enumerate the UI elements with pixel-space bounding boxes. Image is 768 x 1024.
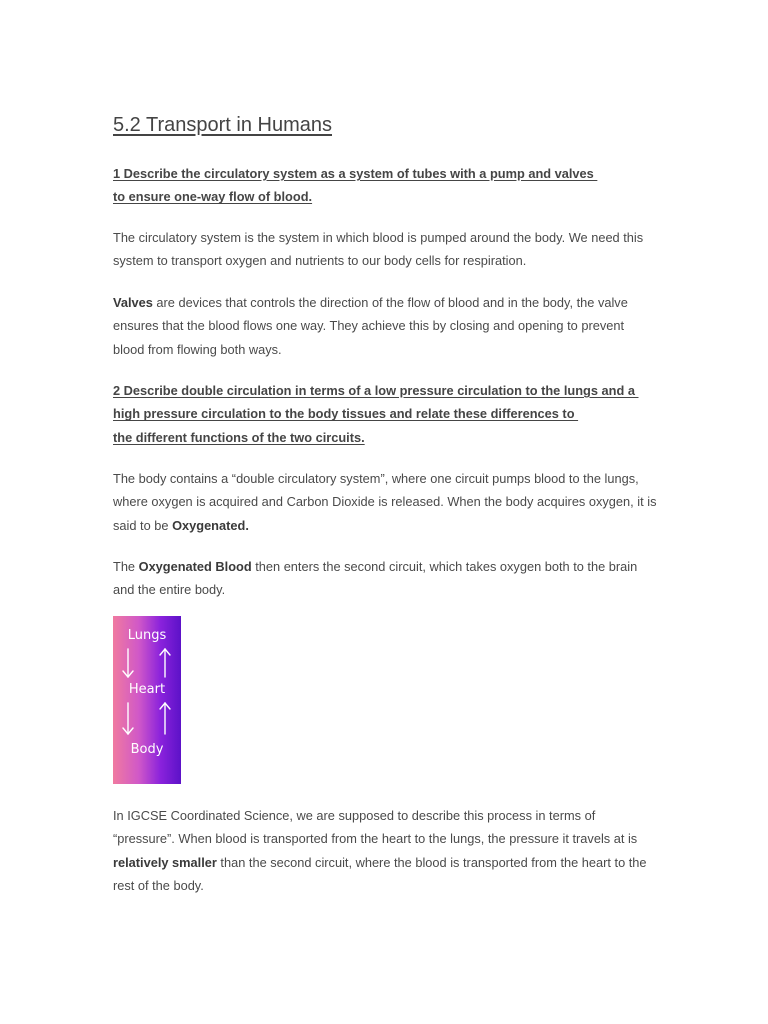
oxygenated-blood-paragraph <box>113 555 658 602</box>
bold-term: relatively smaller <box>113 854 217 870</box>
circulation-diagram <box>113 616 181 784</box>
double-circulation-paragraph <box>113 467 658 537</box>
diagram-label-heart: Heart <box>128 682 166 697</box>
section-2-heading <box>113 379 658 449</box>
paragraph-text: then enters the second circuit, which takes oxygen both to the brain and the entire body. <box>113 559 638 598</box>
up-arrow-icon <box>160 649 170 677</box>
paragraph-text: The <box>113 559 139 574</box>
section-1-paragraph: The circulatory system is the system in which blood is pumped around the body. We need this system to transport oxygen and nutrients to our body cells for respiration. <box>113 230 644 269</box>
down-arrow-icon <box>123 649 133 677</box>
paragraph-text: The body contains a “double circulatory system”, where one circuit pumps blood to the lungs, where oxygen is acquired and Carbon Dioxide is released. When the body acquires oxygen, it is said to be <box>113 471 657 533</box>
diagram-label-lungs: Lungs <box>127 628 167 643</box>
down-arrow-icon <box>123 703 133 734</box>
section-1-heading <box>113 162 658 209</box>
diagram-label-body: Body <box>130 742 164 757</box>
section-2-heading-line: high pressure circulation to the body tissues and relate these differences to <box>113 406 579 422</box>
bold-term: Valves <box>113 295 153 310</box>
section-2-heading-line: the different functions of the two circuits. <box>113 429 365 445</box>
paragraph-text: than the second circuit, where the blood is transported from the heart to the rest of the body. <box>113 854 647 894</box>
bold-term: Oxygenated Blood <box>138 559 252 574</box>
page-title: 5.2 Transport in Humans <box>113 114 332 136</box>
section-2-heading-line: 2 Describe double circulation in terms of a low pressure circulation to the lungs and a <box>113 383 639 398</box>
circulation-diagram-svg <box>113 616 181 784</box>
paragraph-text: are devices that controls the direction of the flow of blood and in the body, the valve ensures that the blood flows one way. They achieve this by closing and opening to prevent blood from flowing both ways. <box>113 295 628 357</box>
paragraph-text: In IGCSE Coordinated Science, we are supposed to describe this process in terms of “pressure”. When blood is transported from the heart to the lungs, the pressure it travels at is <box>113 808 638 847</box>
bold-term: Oxygenated. <box>172 517 249 533</box>
pressure-paragraph <box>113 804 658 898</box>
section-1-heading-line: to ensure one-way flow of blood. <box>113 189 313 205</box>
valves-paragraph <box>113 291 658 361</box>
section-1-heading-line: 1 Describe the circulatory system as a system of tubes with a pump and valves <box>113 166 598 181</box>
up-arrow-icon <box>160 703 170 734</box>
